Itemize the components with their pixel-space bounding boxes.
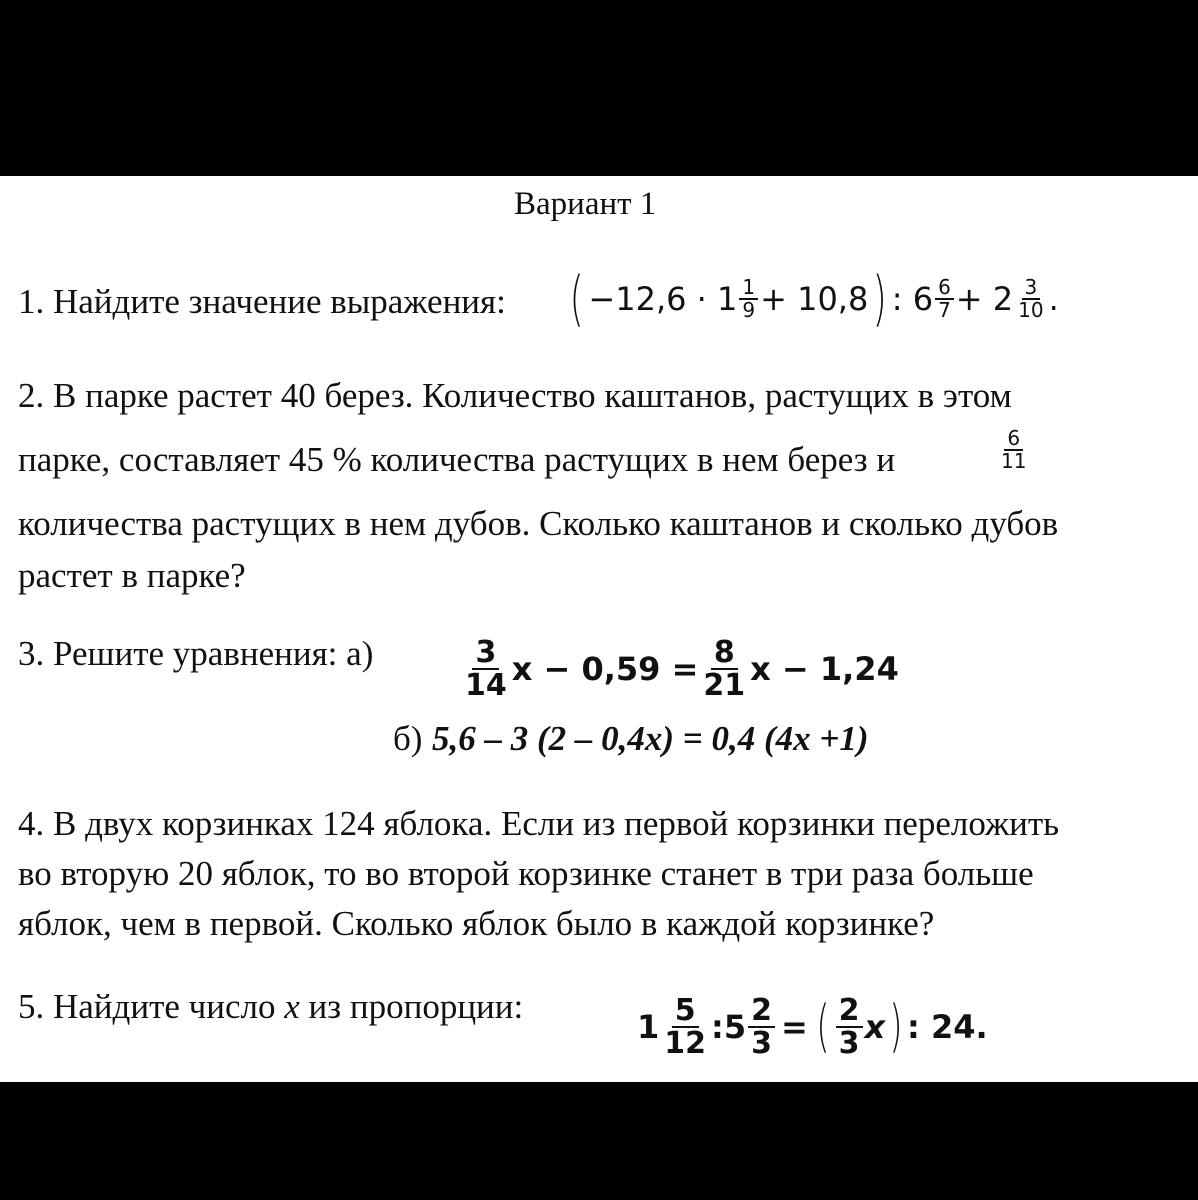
fraction-denominator: 11	[1001, 449, 1027, 473]
task1-close-paren: )	[873, 264, 888, 334]
task5-text-a: 5. Найдите число	[18, 987, 276, 1026]
fraction-numerator: 6	[1004, 428, 1023, 451]
fraction-denominator: 3	[751, 1026, 772, 1061]
fraction-numerator: 1	[739, 277, 758, 300]
fraction-numerator: 5	[672, 995, 699, 1029]
task5-fraction-2	[748, 992, 775, 1061]
task1-fraction-2	[935, 277, 954, 321]
task5-fraction-1	[661, 992, 709, 1061]
task3-equation-b: 5,6 – 3 (2 – 0,4x) = 0,4 (4x +1)	[432, 719, 869, 758]
task3-a-middle: x − 0,59 =	[511, 650, 699, 688]
task1-fraction-3	[1015, 277, 1046, 321]
task2-line1: 2. В парке растет 40 берез. Количество каштанов, растущих в этом	[18, 376, 1012, 415]
task1-text: 1. Найдите значение выражения:	[18, 282, 506, 321]
task5-proportion	[637, 982, 988, 1072]
task3-text: 3. Решите уравнения: а)	[18, 634, 374, 673]
task1-part4: + 2	[955, 280, 1014, 318]
task1-part3: : 6	[891, 280, 934, 318]
task5-whole: 1	[637, 1008, 660, 1046]
fraction-numerator: 6	[935, 277, 954, 300]
fraction-denominator: 3	[838, 1026, 860, 1061]
task1-expression	[565, 264, 1059, 334]
task4-line2: во вторую 20 яблок, то во второй корзинке станет в три раза больше	[18, 854, 1034, 893]
task5-open-paren: (	[816, 994, 830, 1059]
task2-fraction	[996, 428, 1031, 472]
task5-x: x	[864, 1008, 886, 1046]
task2-line4: растет в парке?	[18, 556, 246, 595]
fraction-denominator: 7	[938, 298, 951, 322]
task1-part2: + 10,8	[760, 280, 869, 318]
task5-variable: x	[284, 987, 300, 1026]
task5-text	[18, 989, 523, 1024]
variant-title: Вариант 1	[514, 186, 657, 222]
worksheet	[0, 176, 1198, 1082]
fraction-denominator: 10	[1018, 298, 1044, 322]
task5-text-b: из пропорции:	[308, 987, 524, 1026]
task3-equation-a	[460, 634, 899, 703]
task1-end: .	[1048, 280, 1059, 318]
fraction-denominator: 14	[465, 668, 507, 703]
task3-a-fraction-2	[700, 634, 748, 703]
fraction-numerator: 2	[748, 995, 775, 1029]
fraction-numerator: 3	[472, 637, 499, 671]
task3-a-end: x − 1,24	[750, 650, 899, 688]
task1-part1: −12,6 · 1	[588, 280, 738, 318]
fraction-numerator: 2	[836, 995, 863, 1029]
fraction-denominator: 9	[742, 298, 756, 322]
task5-equals: =	[780, 1008, 808, 1046]
task4-line3: яблок, чем в первой. Сколько яблок было в каждой корзинке?	[18, 904, 935, 943]
task1-fraction-1	[739, 277, 758, 321]
fraction-numerator: 3	[1022, 277, 1041, 300]
task5-colon: :5	[711, 1008, 747, 1046]
task3-a-fraction-1	[462, 634, 510, 703]
fraction-denominator: 21	[703, 668, 746, 703]
task5-close-paren: )	[889, 994, 903, 1059]
task2-line3: количества растущих в нем дубов. Сколько каштанов и сколько дубов	[18, 504, 1059, 543]
task4-line1: 4. В двух корзинках 124 яблока. Если из первой корзинки переложить	[18, 804, 1060, 843]
fraction-numerator: 8	[711, 637, 738, 671]
task5-fraction-3	[836, 992, 863, 1061]
task5-end: : 24.	[907, 1008, 988, 1046]
task1-open-paren: (	[569, 264, 584, 334]
task2-line2: парке, составляет 45 % количества растущих в нем берез и	[18, 440, 896, 479]
fraction-denominator: 12	[664, 1026, 707, 1061]
task3-b-label: б)	[393, 719, 423, 758]
